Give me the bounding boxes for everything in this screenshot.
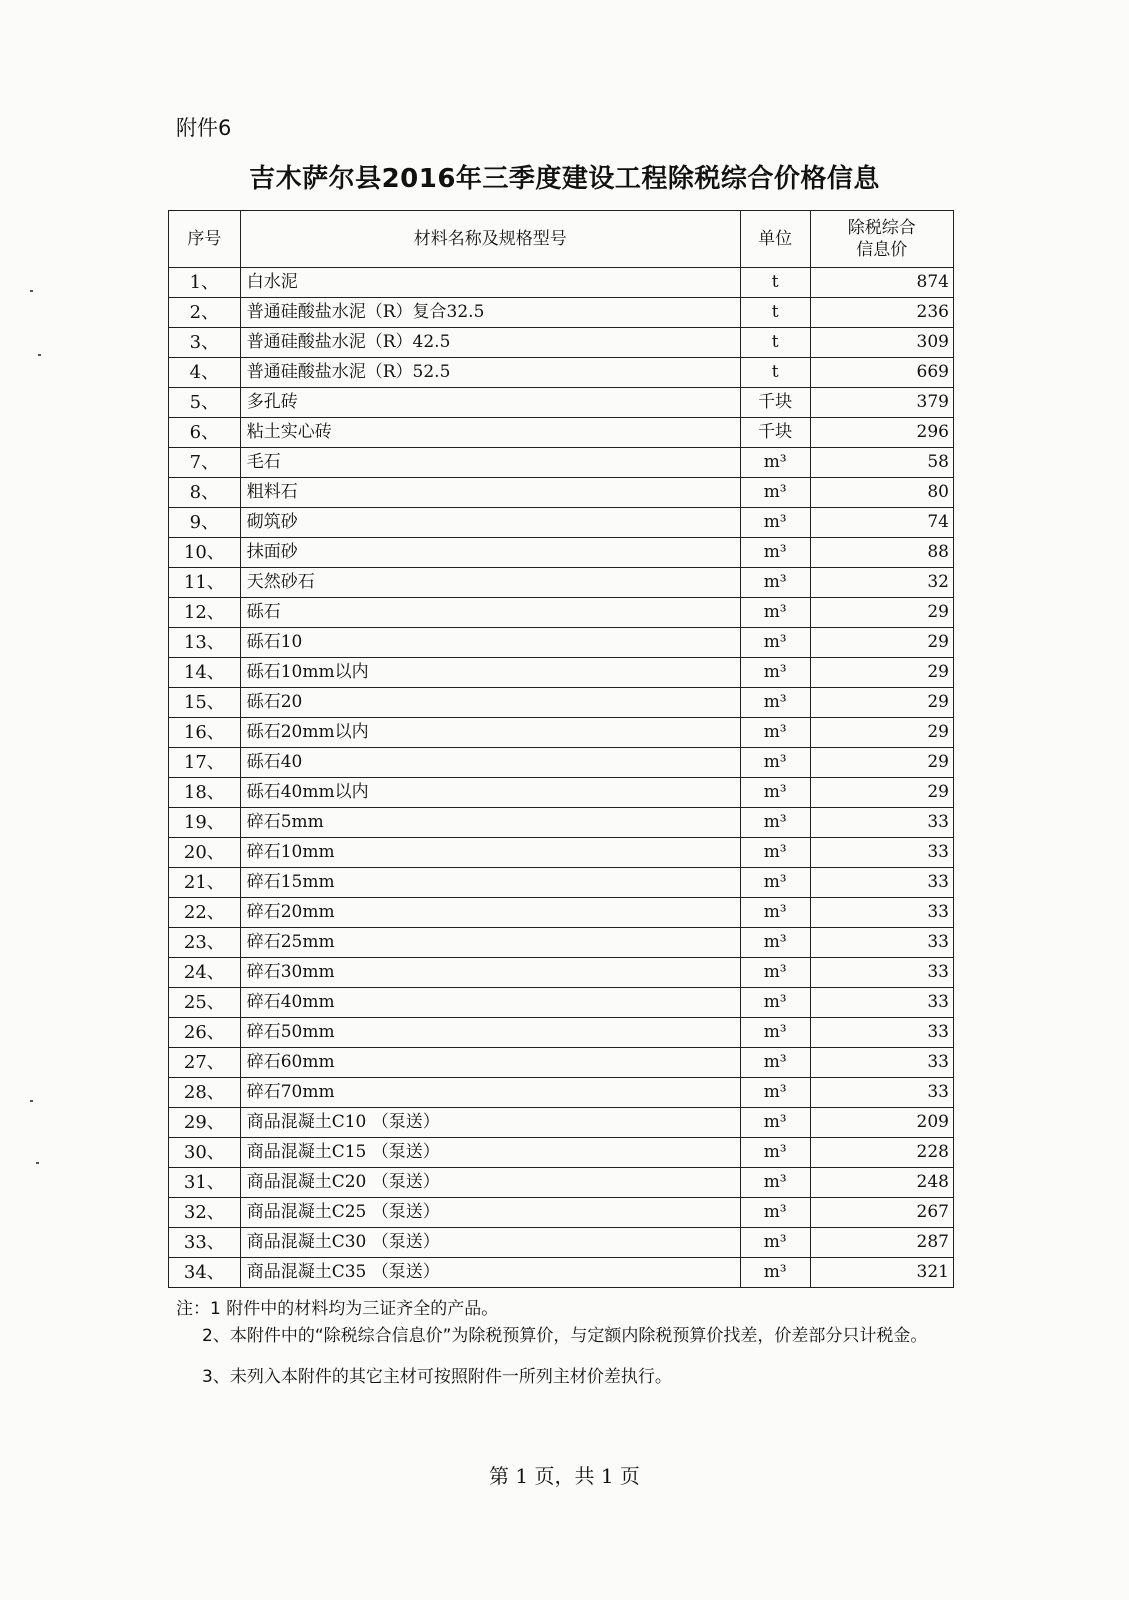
header-price-line2: 信息价 bbox=[856, 240, 908, 260]
cell-price: 267 bbox=[810, 1198, 954, 1228]
cell-no: 5、 bbox=[169, 388, 241, 418]
cell-price: 29 bbox=[810, 658, 954, 688]
scan-speck bbox=[30, 1100, 33, 1102]
cell-no: 24、 bbox=[169, 958, 241, 988]
cell-name: 商品混凝土C10 （泵送） bbox=[240, 1108, 740, 1138]
cell-no: 28、 bbox=[169, 1078, 241, 1108]
cell-no: 27、 bbox=[169, 1048, 241, 1078]
cell-unit: m³ bbox=[740, 1228, 810, 1258]
header-unit: 单位 bbox=[740, 211, 810, 268]
table-row bbox=[169, 1018, 954, 1048]
table-row bbox=[169, 748, 954, 778]
cell-price: 74 bbox=[810, 508, 954, 538]
cell-price: 33 bbox=[810, 838, 954, 868]
table-row bbox=[169, 478, 954, 508]
header-price-line1: 除税综合 bbox=[847, 218, 916, 238]
page-footer: 第 1 页，共 1 页 bbox=[489, 1464, 640, 1488]
cell-unit: m³ bbox=[740, 718, 810, 748]
table-row bbox=[169, 418, 954, 448]
cell-name: 碎石60mm bbox=[240, 1048, 740, 1078]
cell-no: 34、 bbox=[169, 1258, 241, 1288]
cell-unit: m³ bbox=[740, 628, 810, 658]
cell-unit: m³ bbox=[740, 808, 810, 838]
table-row bbox=[169, 1048, 954, 1078]
cell-price: 296 bbox=[810, 418, 954, 448]
cell-price: 33 bbox=[810, 898, 954, 928]
cell-unit: m³ bbox=[740, 838, 810, 868]
table-row bbox=[169, 688, 954, 718]
cell-no: 18、 bbox=[169, 778, 241, 808]
table-row bbox=[169, 628, 954, 658]
attachment-label: 附件6 bbox=[176, 116, 232, 140]
cell-no: 3、 bbox=[169, 328, 241, 358]
table-row bbox=[169, 718, 954, 748]
note-2: 2、本附件中的“除税综合信息价”为除税预算价，与定额内除税预算价找差，价差部分只计税金。 bbox=[202, 1326, 928, 1346]
cell-no: 19、 bbox=[169, 808, 241, 838]
cell-name: 碎石40mm bbox=[240, 988, 740, 1018]
cell-unit: m³ bbox=[740, 1168, 810, 1198]
cell-unit: m³ bbox=[740, 1198, 810, 1228]
cell-price: 29 bbox=[810, 598, 954, 628]
cell-name: 碎石5mm bbox=[240, 808, 740, 838]
header-no: 序号 bbox=[169, 211, 241, 268]
cell-no: 31、 bbox=[169, 1168, 241, 1198]
cell-name: 碎石50mm bbox=[240, 1018, 740, 1048]
cell-no: 6、 bbox=[169, 418, 241, 448]
cell-price: 236 bbox=[810, 298, 954, 328]
cell-price: 32 bbox=[810, 568, 954, 598]
cell-price: 33 bbox=[810, 1078, 954, 1108]
cell-unit: m³ bbox=[740, 598, 810, 628]
table-row bbox=[169, 1258, 954, 1288]
cell-unit: m³ bbox=[740, 538, 810, 568]
cell-name: 碎石70mm bbox=[240, 1078, 740, 1108]
scan-speck bbox=[38, 354, 41, 356]
cell-no: 14、 bbox=[169, 658, 241, 688]
cell-price: 33 bbox=[810, 1048, 954, 1078]
cell-name: 砾石 bbox=[240, 598, 740, 628]
table-row bbox=[169, 988, 954, 1018]
cell-unit: m³ bbox=[740, 1138, 810, 1168]
cell-name: 毛石 bbox=[240, 448, 740, 478]
cell-no: 12、 bbox=[169, 598, 241, 628]
table-row bbox=[169, 658, 954, 688]
cell-unit: m³ bbox=[740, 1258, 810, 1288]
cell-price: 29 bbox=[810, 718, 954, 748]
cell-no: 22、 bbox=[169, 898, 241, 928]
cell-name: 商品混凝土C35 （泵送） bbox=[240, 1258, 740, 1288]
cell-price: 33 bbox=[810, 928, 954, 958]
cell-name: 碎石20mm bbox=[240, 898, 740, 928]
scan-speck bbox=[30, 290, 33, 292]
cell-name: 粗料石 bbox=[240, 478, 740, 508]
note-1: 注：1 附件中的材料均为三证齐全的产品。 bbox=[176, 1299, 499, 1319]
cell-price: 669 bbox=[810, 358, 954, 388]
cell-name: 抹面砂 bbox=[240, 538, 740, 568]
table-row bbox=[169, 568, 954, 598]
cell-name: 天然砂石 bbox=[240, 568, 740, 598]
cell-no: 10、 bbox=[169, 538, 241, 568]
cell-name: 砾石20mm以内 bbox=[240, 718, 740, 748]
cell-price: 33 bbox=[810, 808, 954, 838]
table-body bbox=[169, 268, 954, 1288]
cell-unit: m³ bbox=[740, 748, 810, 778]
cell-name: 商品混凝土C15 （泵送） bbox=[240, 1138, 740, 1168]
cell-price: 209 bbox=[810, 1108, 954, 1138]
cell-unit: t bbox=[740, 358, 810, 388]
cell-name: 碎石15mm bbox=[240, 868, 740, 898]
cell-price: 58 bbox=[810, 448, 954, 478]
cell-no: 26、 bbox=[169, 1018, 241, 1048]
cell-unit: m³ bbox=[740, 478, 810, 508]
cell-no: 16、 bbox=[169, 718, 241, 748]
cell-price: 33 bbox=[810, 868, 954, 898]
table-row bbox=[169, 538, 954, 568]
cell-unit: m³ bbox=[740, 448, 810, 478]
cell-price: 88 bbox=[810, 538, 954, 568]
table-row bbox=[169, 928, 954, 958]
cell-no: 9、 bbox=[169, 508, 241, 538]
cell-no: 25、 bbox=[169, 988, 241, 1018]
cell-unit: t bbox=[740, 328, 810, 358]
table-row bbox=[169, 298, 954, 328]
table-row bbox=[169, 1168, 954, 1198]
cell-unit: 千块 bbox=[740, 418, 810, 448]
table-row bbox=[169, 598, 954, 628]
cell-name: 砾石40mm以内 bbox=[240, 778, 740, 808]
cell-price: 321 bbox=[810, 1258, 954, 1288]
table-row bbox=[169, 1138, 954, 1168]
cell-no: 4、 bbox=[169, 358, 241, 388]
cell-name: 普通硅酸盐水泥（R）52.5 bbox=[240, 358, 740, 388]
table-row bbox=[169, 808, 954, 838]
cell-price: 29 bbox=[810, 748, 954, 778]
cell-no: 1、 bbox=[169, 268, 241, 298]
cell-name: 碎石25mm bbox=[240, 928, 740, 958]
cell-unit: m³ bbox=[740, 868, 810, 898]
cell-unit: m³ bbox=[740, 568, 810, 598]
price-table bbox=[168, 210, 954, 1288]
table-row bbox=[169, 268, 954, 298]
notes bbox=[176, 1296, 946, 1391]
cell-unit: m³ bbox=[740, 1048, 810, 1078]
table-row bbox=[169, 1228, 954, 1258]
cell-no: 21、 bbox=[169, 868, 241, 898]
header-price bbox=[810, 211, 954, 268]
cell-name: 砾石10 bbox=[240, 628, 740, 658]
cell-name: 砾石40 bbox=[240, 748, 740, 778]
cell-name: 商品混凝土C20 （泵送） bbox=[240, 1168, 740, 1198]
table-row bbox=[169, 448, 954, 478]
cell-price: 309 bbox=[810, 328, 954, 358]
cell-price: 29 bbox=[810, 688, 954, 718]
cell-unit: m³ bbox=[740, 958, 810, 988]
table-row bbox=[169, 328, 954, 358]
cell-price: 33 bbox=[810, 958, 954, 988]
cell-unit: m³ bbox=[740, 1108, 810, 1138]
table-row bbox=[169, 838, 954, 868]
cell-no: 15、 bbox=[169, 688, 241, 718]
cell-price: 874 bbox=[810, 268, 954, 298]
cell-price: 228 bbox=[810, 1138, 954, 1168]
table-row bbox=[169, 508, 954, 538]
cell-no: 32、 bbox=[169, 1198, 241, 1228]
cell-price: 248 bbox=[810, 1168, 954, 1198]
cell-name: 多孔砖 bbox=[240, 388, 740, 418]
cell-price: 29 bbox=[810, 778, 954, 808]
cell-unit: m³ bbox=[740, 928, 810, 958]
cell-no: 17、 bbox=[169, 748, 241, 778]
cell-no: 2、 bbox=[169, 298, 241, 328]
cell-unit: t bbox=[740, 298, 810, 328]
document-title: 吉木萨尔县2016年三季度建设工程除税综合价格信息 bbox=[249, 164, 880, 194]
cell-no: 33、 bbox=[169, 1228, 241, 1258]
cell-unit: m³ bbox=[740, 988, 810, 1018]
cell-unit: m³ bbox=[740, 688, 810, 718]
cell-name: 普通硅酸盐水泥（R）42.5 bbox=[240, 328, 740, 358]
table-row bbox=[169, 358, 954, 388]
cell-no: 30、 bbox=[169, 1138, 241, 1168]
cell-name: 白水泥 bbox=[240, 268, 740, 298]
table-row bbox=[169, 1108, 954, 1138]
cell-price: 287 bbox=[810, 1228, 954, 1258]
cell-price: 29 bbox=[810, 628, 954, 658]
cell-name: 碎石30mm bbox=[240, 958, 740, 988]
cell-unit: m³ bbox=[740, 778, 810, 808]
table-row bbox=[169, 898, 954, 928]
cell-no: 7、 bbox=[169, 448, 241, 478]
cell-price: 33 bbox=[810, 988, 954, 1018]
cell-unit: 千块 bbox=[740, 388, 810, 418]
table-row bbox=[169, 778, 954, 808]
cell-unit: m³ bbox=[740, 1078, 810, 1108]
header-name: 材料名称及规格型号 bbox=[240, 211, 740, 268]
table-header-row bbox=[169, 211, 954, 268]
cell-no: 29、 bbox=[169, 1108, 241, 1138]
cell-name: 商品混凝土C30 （泵送） bbox=[240, 1228, 740, 1258]
cell-name: 砾石10mm以内 bbox=[240, 658, 740, 688]
cell-price: 33 bbox=[810, 1018, 954, 1048]
cell-name: 普通硅酸盐水泥（R）复合32.5 bbox=[240, 298, 740, 328]
table-row bbox=[169, 1078, 954, 1108]
cell-unit: m³ bbox=[740, 898, 810, 928]
table-row bbox=[169, 388, 954, 418]
scan-speck bbox=[36, 1162, 39, 1164]
cell-no: 13、 bbox=[169, 628, 241, 658]
cell-unit: m³ bbox=[740, 658, 810, 688]
note-3: 3、未列入本附件的其它主材可按照附件一所列主材价差执行。 bbox=[202, 1367, 672, 1387]
cell-no: 11、 bbox=[169, 568, 241, 598]
cell-unit: m³ bbox=[740, 1018, 810, 1048]
cell-name: 商品混凝土C25 （泵送） bbox=[240, 1198, 740, 1228]
cell-name: 粘土实心砖 bbox=[240, 418, 740, 448]
cell-price: 80 bbox=[810, 478, 954, 508]
cell-no: 8、 bbox=[169, 478, 241, 508]
cell-name: 砾石20 bbox=[240, 688, 740, 718]
cell-name: 碎石10mm bbox=[240, 838, 740, 868]
table-row bbox=[169, 1198, 954, 1228]
cell-no: 23、 bbox=[169, 928, 241, 958]
cell-no: 20、 bbox=[169, 838, 241, 868]
cell-unit: m³ bbox=[740, 508, 810, 538]
cell-name: 砌筑砂 bbox=[240, 508, 740, 538]
cell-unit: t bbox=[740, 268, 810, 298]
cell-price: 379 bbox=[810, 388, 954, 418]
table-row bbox=[169, 868, 954, 898]
table-row bbox=[169, 958, 954, 988]
